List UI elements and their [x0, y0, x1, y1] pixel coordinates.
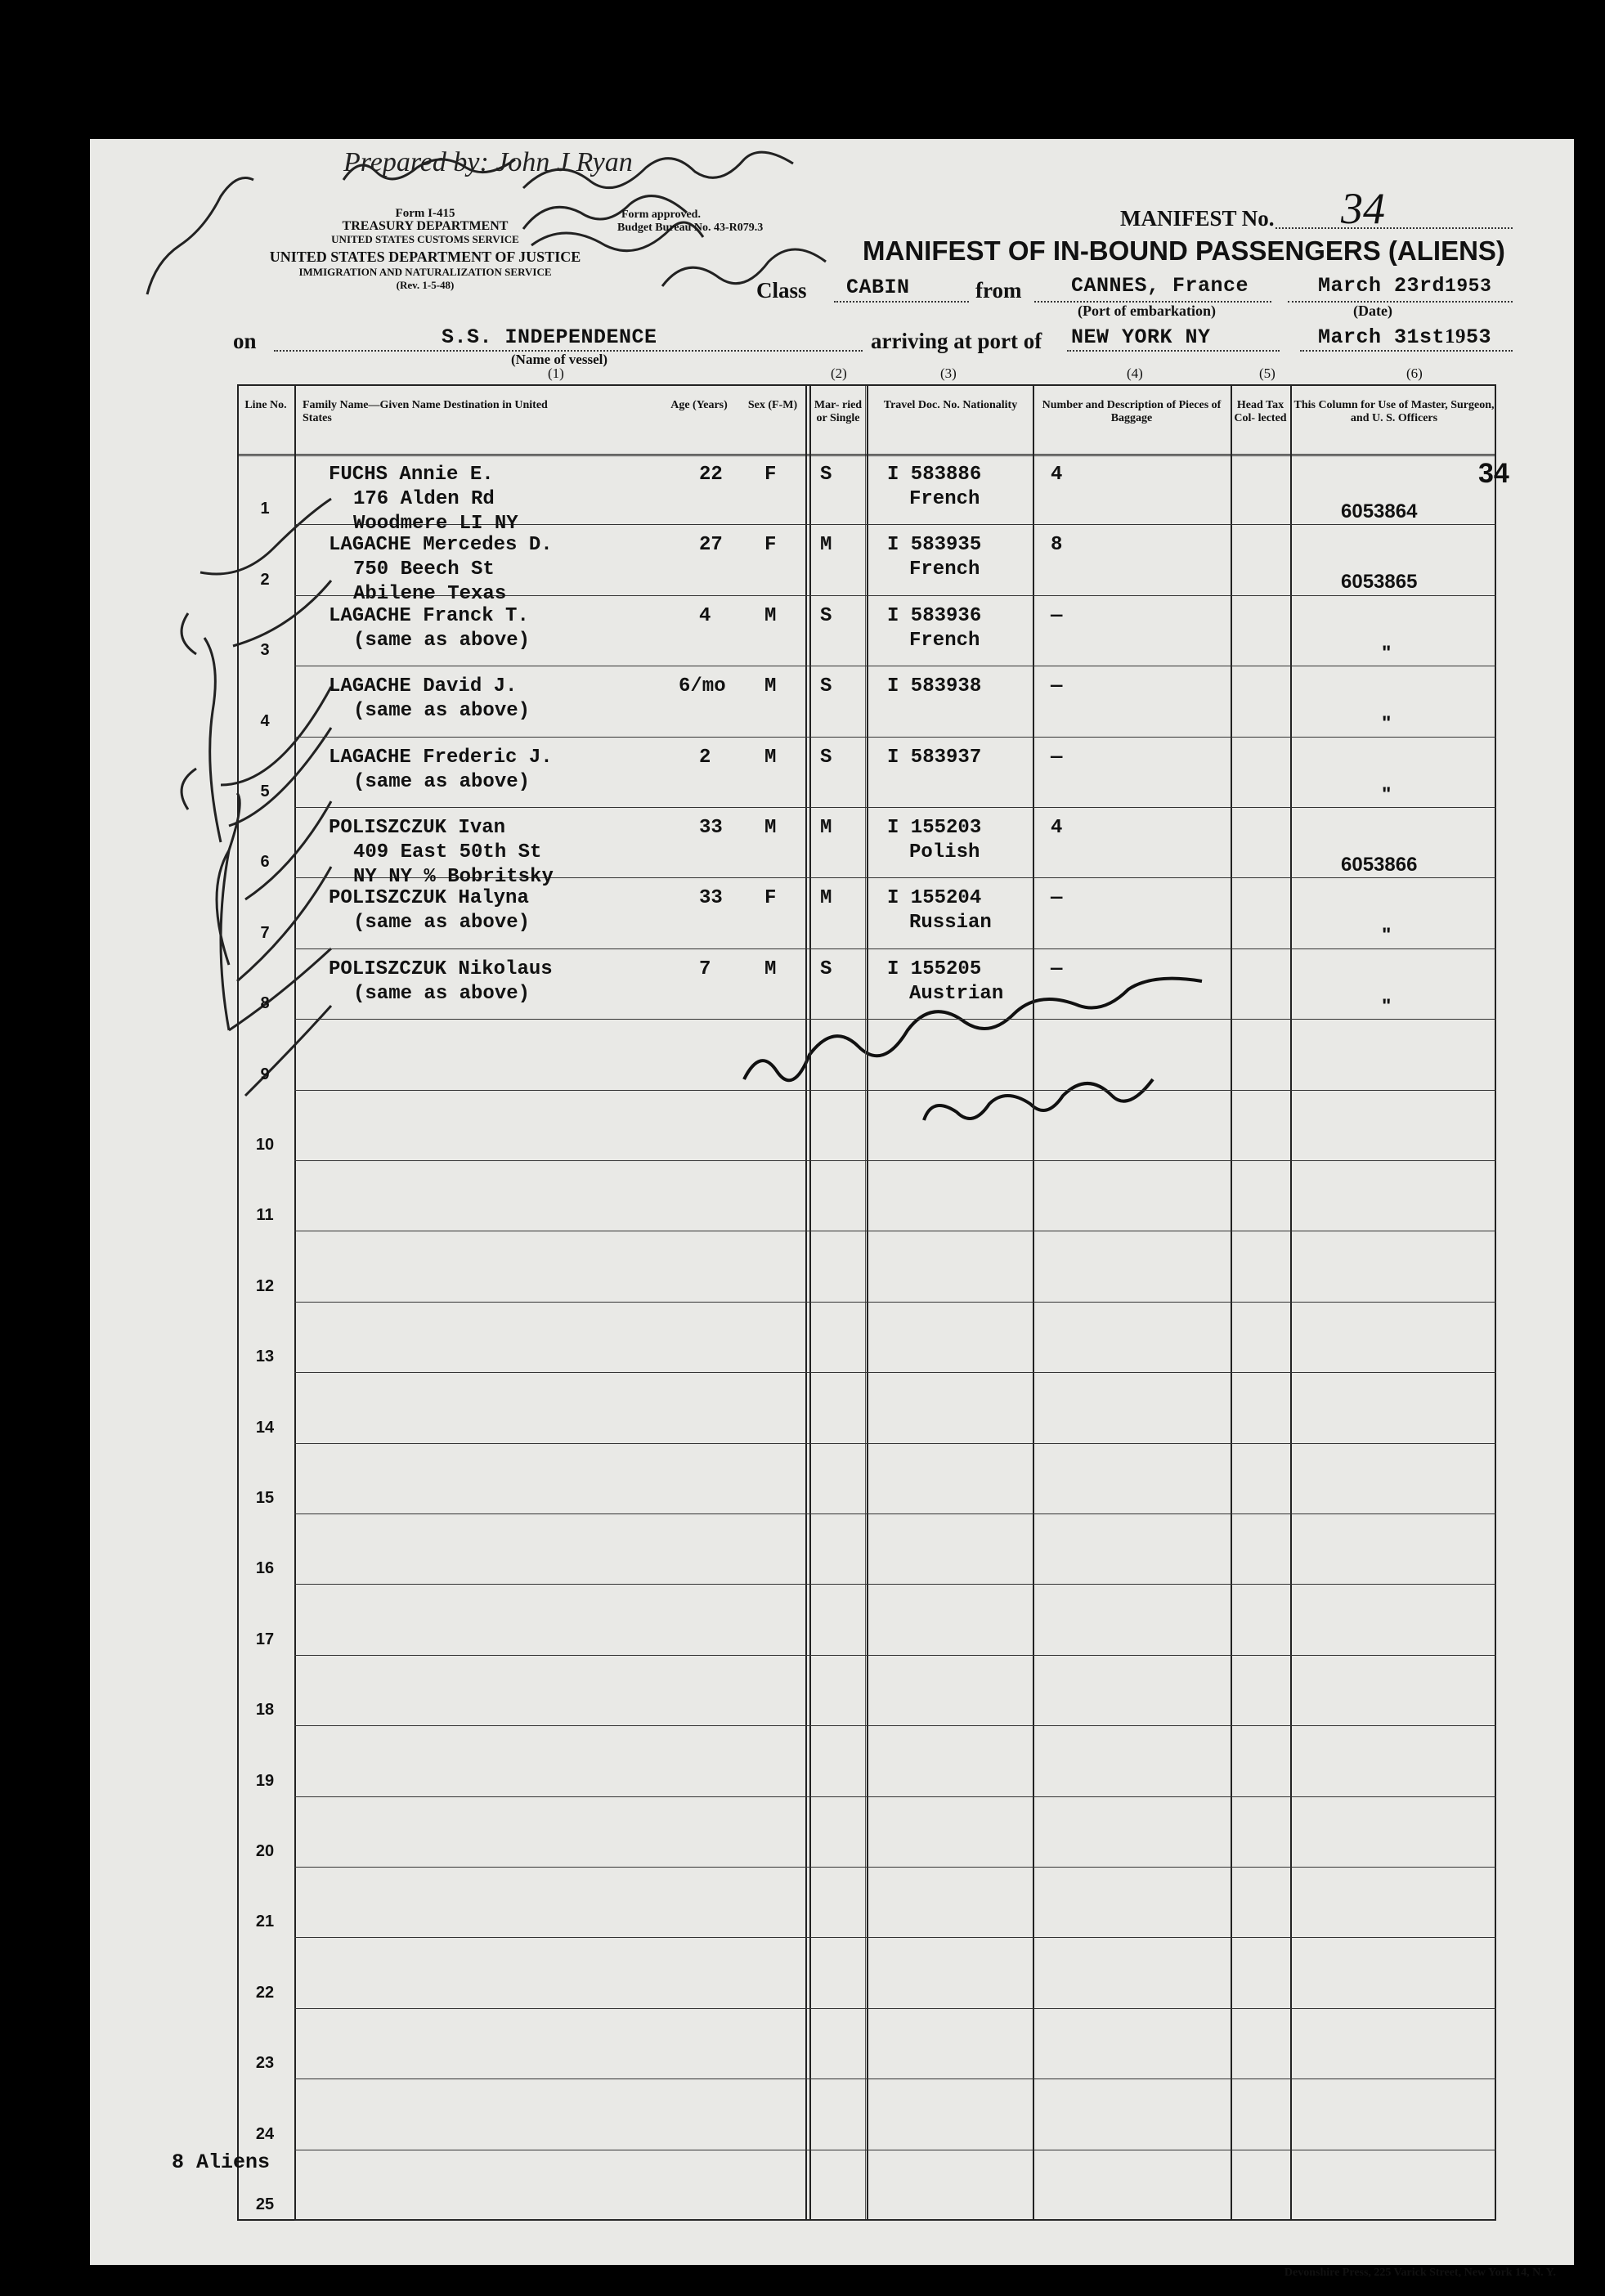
- header-travel-doc: Travel Doc. No. Nationality: [883, 399, 1018, 411]
- passenger-name: LAGACHE Mercedes D.: [329, 534, 553, 557]
- passenger-address: 409 East 50th St: [353, 841, 542, 863]
- page-number-right: 34: [1478, 458, 1509, 489]
- col-number-6: (6): [1406, 365, 1423, 381]
- row-line: [294, 1867, 1496, 1868]
- vessel-name: S.S. INDEPENDENCE: [442, 325, 657, 349]
- embark-date-year: 1953: [1445, 276, 1492, 297]
- signature: [740, 1026, 746, 1027]
- printer-imprint: Devonshire Press, 225 Varick Street, New York 14, N. Y.: [1284, 2267, 1556, 2279]
- line-number: 22: [255, 1983, 275, 2002]
- passenger-age: 27: [699, 534, 723, 557]
- passenger-marital: S: [820, 464, 832, 486]
- header-sex: Sex (F-M): [747, 399, 798, 411]
- col-divider: [1033, 384, 1034, 2221]
- row-line: [294, 1937, 1496, 1938]
- col-divider: [867, 384, 868, 2221]
- date-caption: (Date): [1353, 303, 1392, 319]
- port-embarkation-caption: (Port of embarkation): [1078, 303, 1216, 319]
- embark-date: [1318, 274, 1491, 298]
- col-divider: [1231, 384, 1232, 2221]
- line-number: 6: [260, 853, 270, 872]
- arrival-date-day: March 31st: [1318, 325, 1446, 349]
- arrival-year-prefix: 19: [1445, 325, 1467, 348]
- nationality: French: [909, 629, 980, 652]
- form-approved: Form approved.: [621, 209, 701, 221]
- officer-note: ": [1382, 994, 1392, 1017]
- line-number: 21: [255, 1913, 275, 1931]
- header-divider: [237, 454, 1496, 456]
- passenger-marital: M: [820, 534, 832, 557]
- passenger-age: 33: [699, 887, 723, 910]
- date-line: [1288, 301, 1513, 303]
- passenger-name: LAGACHE Franck T.: [329, 604, 529, 627]
- col-number-1: (1): [548, 365, 564, 381]
- passenger-address: (same as above): [353, 912, 531, 935]
- passenger-marital: M: [820, 887, 832, 910]
- manifest-no-value: 34: [1341, 184, 1385, 233]
- class-line: [834, 301, 969, 303]
- officer-note: 6053866: [1341, 854, 1418, 876]
- passenger-sex: M: [764, 746, 777, 769]
- passenger-marital: S: [820, 746, 832, 769]
- line-number: 4: [260, 711, 270, 730]
- baggage-count: 8: [1051, 534, 1063, 557]
- vessel-caption: (Name of vessel): [511, 352, 608, 367]
- line-number: 8: [260, 994, 270, 1013]
- baggage-count: —: [1051, 675, 1063, 698]
- line-number: 12: [255, 1276, 275, 1295]
- row-line: [294, 1019, 1496, 1020]
- col-divider: [294, 384, 296, 2221]
- line-number: 11: [256, 1206, 274, 1225]
- row-line: [294, 1372, 1496, 1373]
- port-embarkation: CANNES, France: [1071, 274, 1249, 298]
- col-divider: [809, 384, 811, 2221]
- passenger-age: 6/mo: [679, 675, 726, 698]
- passenger-age: 7: [699, 957, 711, 980]
- travel-doc-no: I 583938: [887, 675, 982, 698]
- treasury-dept: TREASURY DEPARTMENT: [342, 219, 509, 233]
- arrival-date-line: [1300, 350, 1513, 352]
- aliens-count: 8 Aliens: [172, 2150, 271, 2174]
- passenger-name: LAGACHE David J.: [329, 675, 518, 698]
- form-revision: (Rev. 1-5-48): [396, 279, 455, 291]
- passenger-marital: S: [820, 957, 832, 980]
- header-baggage: Number and Description of Pieces of Baggage: [1042, 399, 1222, 424]
- nationality: Austrian: [909, 982, 1004, 1005]
- nationality: Russian: [909, 912, 992, 935]
- row-line: [294, 2008, 1496, 2009]
- passenger-sex: F: [764, 464, 777, 486]
- col-number-3: (3): [940, 365, 957, 381]
- manifest-no-line: [1275, 227, 1513, 229]
- travel-doc-no: I 583886: [887, 464, 982, 486]
- line-number: 20: [255, 1842, 275, 1860]
- passenger-sex: M: [764, 817, 777, 839]
- passenger-age: 22: [699, 464, 723, 486]
- line-number: 7: [260, 923, 270, 942]
- travel-doc-no: I 583935: [887, 534, 982, 557]
- baggage-count: —: [1051, 957, 1063, 980]
- ins-service: IMMIGRATION AND NATURALIZATION SERVICE: [298, 266, 552, 278]
- officer-note: ": [1382, 641, 1392, 664]
- passenger-address: 176 Alden Rd: [353, 488, 495, 510]
- header-line-no: Line No.: [244, 399, 287, 411]
- nationality: French: [909, 488, 980, 510]
- row-line: [294, 948, 1496, 949]
- passenger-name: FUCHS Annie E.: [329, 464, 494, 486]
- officer-note: ": [1382, 712, 1392, 735]
- line-number: 1: [260, 500, 270, 518]
- arrival-year: 53: [1466, 325, 1492, 349]
- header-married: Mar- ried or Single: [814, 399, 863, 424]
- row-line: [294, 1443, 1496, 1444]
- budget-bureau: Budget Bureau No. 43-R079.3: [617, 222, 764, 234]
- col-number-5: (5): [1259, 365, 1275, 381]
- row-line: [294, 1796, 1496, 1797]
- nationality: Polish: [909, 841, 980, 863]
- line-number: 15: [255, 1489, 275, 1507]
- on-label: on: [233, 329, 257, 353]
- row-line: [294, 1090, 1496, 1091]
- row-line: [294, 1584, 1496, 1585]
- travel-doc-no: I 583936: [887, 604, 982, 627]
- line-number: 17: [255, 1630, 275, 1648]
- passenger-address: Abilene Texas: [353, 583, 507, 606]
- line-number: 13: [255, 1348, 275, 1366]
- passenger-address: 750 Beech St: [353, 558, 495, 581]
- passenger-marital: S: [820, 604, 832, 627]
- header-age: Age (Years): [670, 399, 728, 411]
- col-divider: [1290, 384, 1292, 2221]
- passenger-address: (same as above): [353, 982, 531, 1005]
- header-head-tax: Head Tax Col- lected: [1234, 399, 1287, 424]
- line-number: 5: [260, 783, 270, 800]
- passenger-name: POLISZCZUK Nikolaus: [329, 957, 553, 980]
- line-number: 10: [255, 1136, 275, 1154]
- signature-title: [924, 1087, 927, 1088]
- line-number: 19: [255, 1771, 275, 1790]
- officer-note: 6053864: [1341, 500, 1418, 522]
- row-line: [294, 807, 1496, 808]
- passenger-address: (same as above): [353, 629, 531, 652]
- baggage-count: 4: [1051, 464, 1063, 486]
- line-number: 24: [255, 2124, 275, 2143]
- line-number: 25: [255, 2195, 275, 2213]
- travel-doc-no: I 155205: [887, 957, 982, 980]
- passenger-address: NY NY % Bobritsky: [353, 866, 554, 888]
- passenger-age: 2: [699, 746, 711, 769]
- passenger-address: (same as above): [353, 770, 531, 793]
- col-number-4: (4): [1127, 365, 1143, 381]
- row-line: [294, 1513, 1496, 1514]
- passenger-age: 4: [699, 604, 711, 627]
- nationality: French: [909, 558, 980, 581]
- manifest-title: MANIFEST OF IN-BOUND PASSENGERS (ALIENS): [863, 235, 1505, 266]
- passenger-age: 33: [699, 817, 723, 839]
- passenger-name: LAGACHE Frederic J.: [329, 746, 553, 769]
- baggage-count: 4: [1051, 817, 1063, 839]
- passenger-sex: M: [764, 604, 777, 627]
- travel-doc-no: I 155203: [887, 817, 982, 839]
- line-number: 16: [255, 1559, 275, 1578]
- arriving-label: arriving at port of: [871, 329, 1042, 353]
- line-number: 9: [260, 1065, 270, 1083]
- row-line: [294, 2220, 1496, 2221]
- passenger-marital: M: [820, 817, 832, 839]
- passenger-sex: F: [764, 887, 777, 910]
- line-number: 2: [260, 570, 270, 589]
- class-label: Class: [756, 278, 807, 303]
- dept-justice: UNITED STATES DEPARTMENT OF JUSTICE: [269, 249, 581, 265]
- line-number: 23: [255, 2054, 275, 2073]
- line-number: 14: [255, 1418, 275, 1437]
- passenger-sex: M: [764, 675, 777, 698]
- travel-doc-no: I 155204: [887, 887, 982, 910]
- travel-doc-no: I 583937: [887, 746, 982, 769]
- embark-date-day: March 23rd: [1318, 274, 1446, 298]
- form-number: Form I-415: [395, 207, 455, 220]
- class-value: CABIN: [846, 276, 910, 299]
- row-line: [294, 1725, 1496, 1726]
- line-number: 18: [255, 1701, 275, 1720]
- baggage-count: —: [1051, 746, 1063, 769]
- manifest-no-label: MANIFEST No.: [1120, 206, 1275, 231]
- line-number: 3: [260, 641, 270, 660]
- row-line: [294, 1655, 1496, 1656]
- passenger-marital: S: [820, 675, 832, 698]
- row-line: [294, 1302, 1496, 1303]
- officer-note: 6053865: [1341, 571, 1418, 594]
- row-line: [294, 737, 1496, 738]
- passenger-address: (same as above): [353, 700, 531, 723]
- baggage-count: —: [1051, 887, 1063, 910]
- customs-service: UNITED STATES CUSTOMS SERVICE: [331, 233, 519, 245]
- officer-note: ": [1382, 924, 1392, 947]
- arrival-port-line: [1067, 350, 1280, 352]
- header-name: Family Name—Given Name Destination in United States: [303, 399, 548, 424]
- header-officers: This Column for Use of Master, Surgeon, and U. S. Officers: [1293, 399, 1495, 424]
- prepared-note: Prepared by: John J Ryan: [343, 147, 633, 177]
- arrival-port: NEW YORK NY: [1071, 325, 1211, 349]
- passenger-name: POLISZCZUK Halyna: [329, 887, 529, 910]
- col-number-2: (2): [831, 365, 847, 381]
- from-label: from: [975, 278, 1022, 303]
- row-line: [294, 1160, 1496, 1161]
- arrival-date: [1318, 325, 1491, 349]
- passenger-name: POLISZCZUK Ivan: [329, 817, 506, 839]
- passenger-sex: M: [764, 957, 777, 980]
- passenger-address: Woodmere LI NY: [353, 513, 518, 535]
- passenger-sex: F: [764, 534, 777, 557]
- officer-note: ": [1382, 783, 1392, 805]
- baggage-count: —: [1051, 604, 1063, 627]
